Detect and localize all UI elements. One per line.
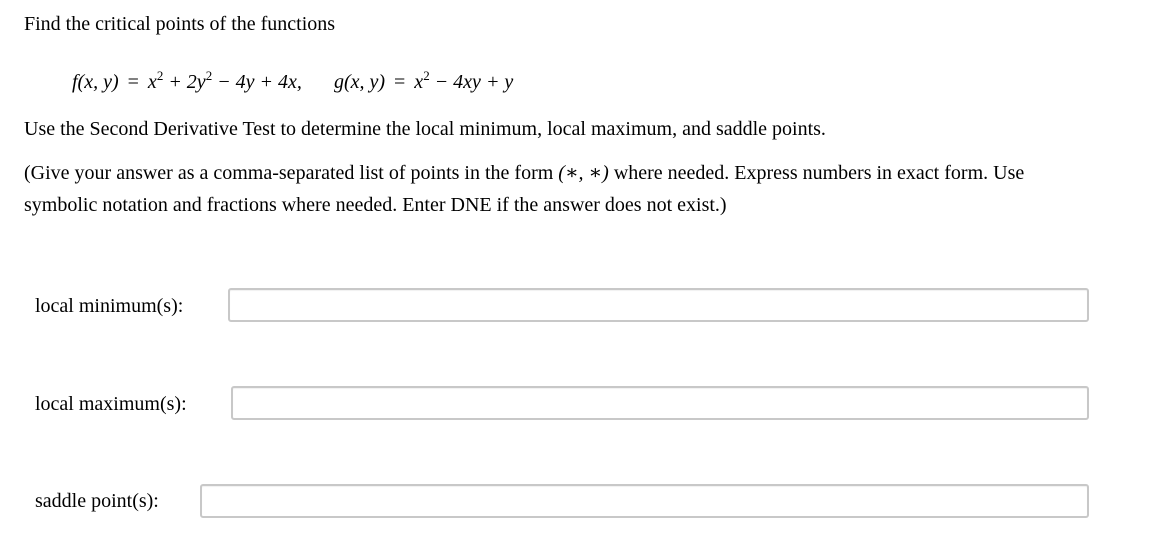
f-term-x-exponent: 2 [156, 68, 164, 83]
f-term-y-exponent: 2 [205, 68, 213, 83]
answer-format-note-line-1 [24, 159, 1024, 187]
answer-format-note-line-2: symbolic notation and fractions where needed. Enter DNE if the answer does not exist.) [24, 194, 727, 216]
f-function-lhs: f(x, y) [72, 71, 119, 93]
g-term-x: x [414, 71, 424, 93]
saddle-point-label: saddle point(s): [35, 490, 159, 512]
local-maximum-input[interactable] [231, 386, 1089, 420]
point-form-notation: (∗, ∗) [558, 162, 609, 184]
local-minimum-label: local minimum(s): [35, 295, 184, 317]
f-equals-sign: = [127, 71, 139, 93]
note-text-a: (Give your answer as a comma-separated list of points in the form [24, 162, 559, 184]
note-text-b: where needed. Express numbers in exact form. Use [608, 162, 1025, 184]
f-term-2y: + 2y [168, 71, 206, 93]
f-term-x: x [147, 71, 157, 93]
saddle-point-input[interactable] [200, 484, 1089, 518]
function-formulas [72, 60, 513, 98]
local-maximum-label: local maximum(s): [35, 393, 187, 415]
g-term-rest: − 4xy + y [434, 71, 514, 93]
g-term-x-exponent: 2 [423, 68, 430, 83]
local-minimum-input[interactable] [228, 288, 1089, 322]
question-instruction: Use the Second Derivative Test to determine the local minimum, local maximum, and saddle points. [24, 118, 826, 140]
f-term-rest: − 4y + 4x, [217, 71, 302, 93]
g-equals-sign: = [394, 71, 406, 93]
question-intro: Find the critical points of the functions [24, 13, 336, 35]
g-function-lhs: g(x, y) [333, 71, 386, 93]
